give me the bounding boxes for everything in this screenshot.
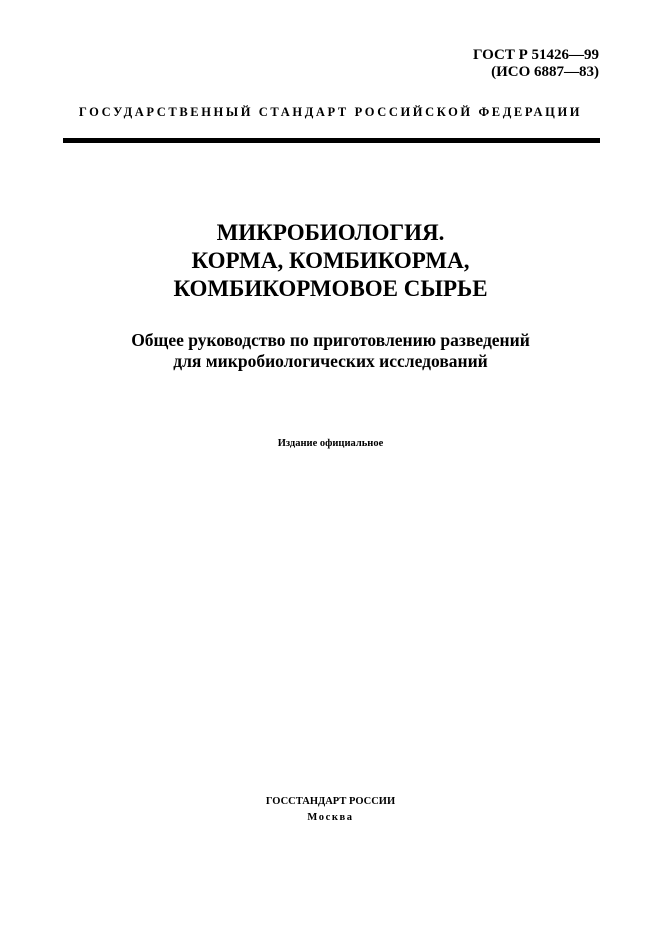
subtitle-line-2: для микробиологических исследований [173, 351, 488, 371]
publisher-name: ГОССТАНДАРТ РОССИИ [265, 796, 396, 807]
title-line-1: МИКРОБИОЛОГИЯ. [216, 220, 445, 245]
subtitle-line-1: Общее руководство по приготовлению разведений [131, 330, 530, 350]
gost-number: ГОСТ Р 51426—99 [472, 47, 599, 63]
document-subtitle [0, 330, 661, 372]
state-standard-heading: ГОСУДАРСТВЕННЫЙ СТАНДАРТ РОССИЙСКОЙ ФЕДЕРАЦИИ [78, 105, 583, 119]
publisher-block [0, 794, 661, 826]
iso-number: (ИСО 6887—83) [491, 64, 599, 80]
title-line-3: КОМБИКОРМОВОЕ СЫРЬЕ [173, 276, 488, 301]
title-line-2: КОРМА, КОМБИКОРМА, [191, 248, 470, 273]
publisher-city: Москва [307, 812, 354, 823]
header-divider [63, 138, 600, 143]
document-title [0, 219, 661, 303]
document-designation [473, 47, 599, 81]
edition-label: Издание официальное [277, 438, 384, 449]
